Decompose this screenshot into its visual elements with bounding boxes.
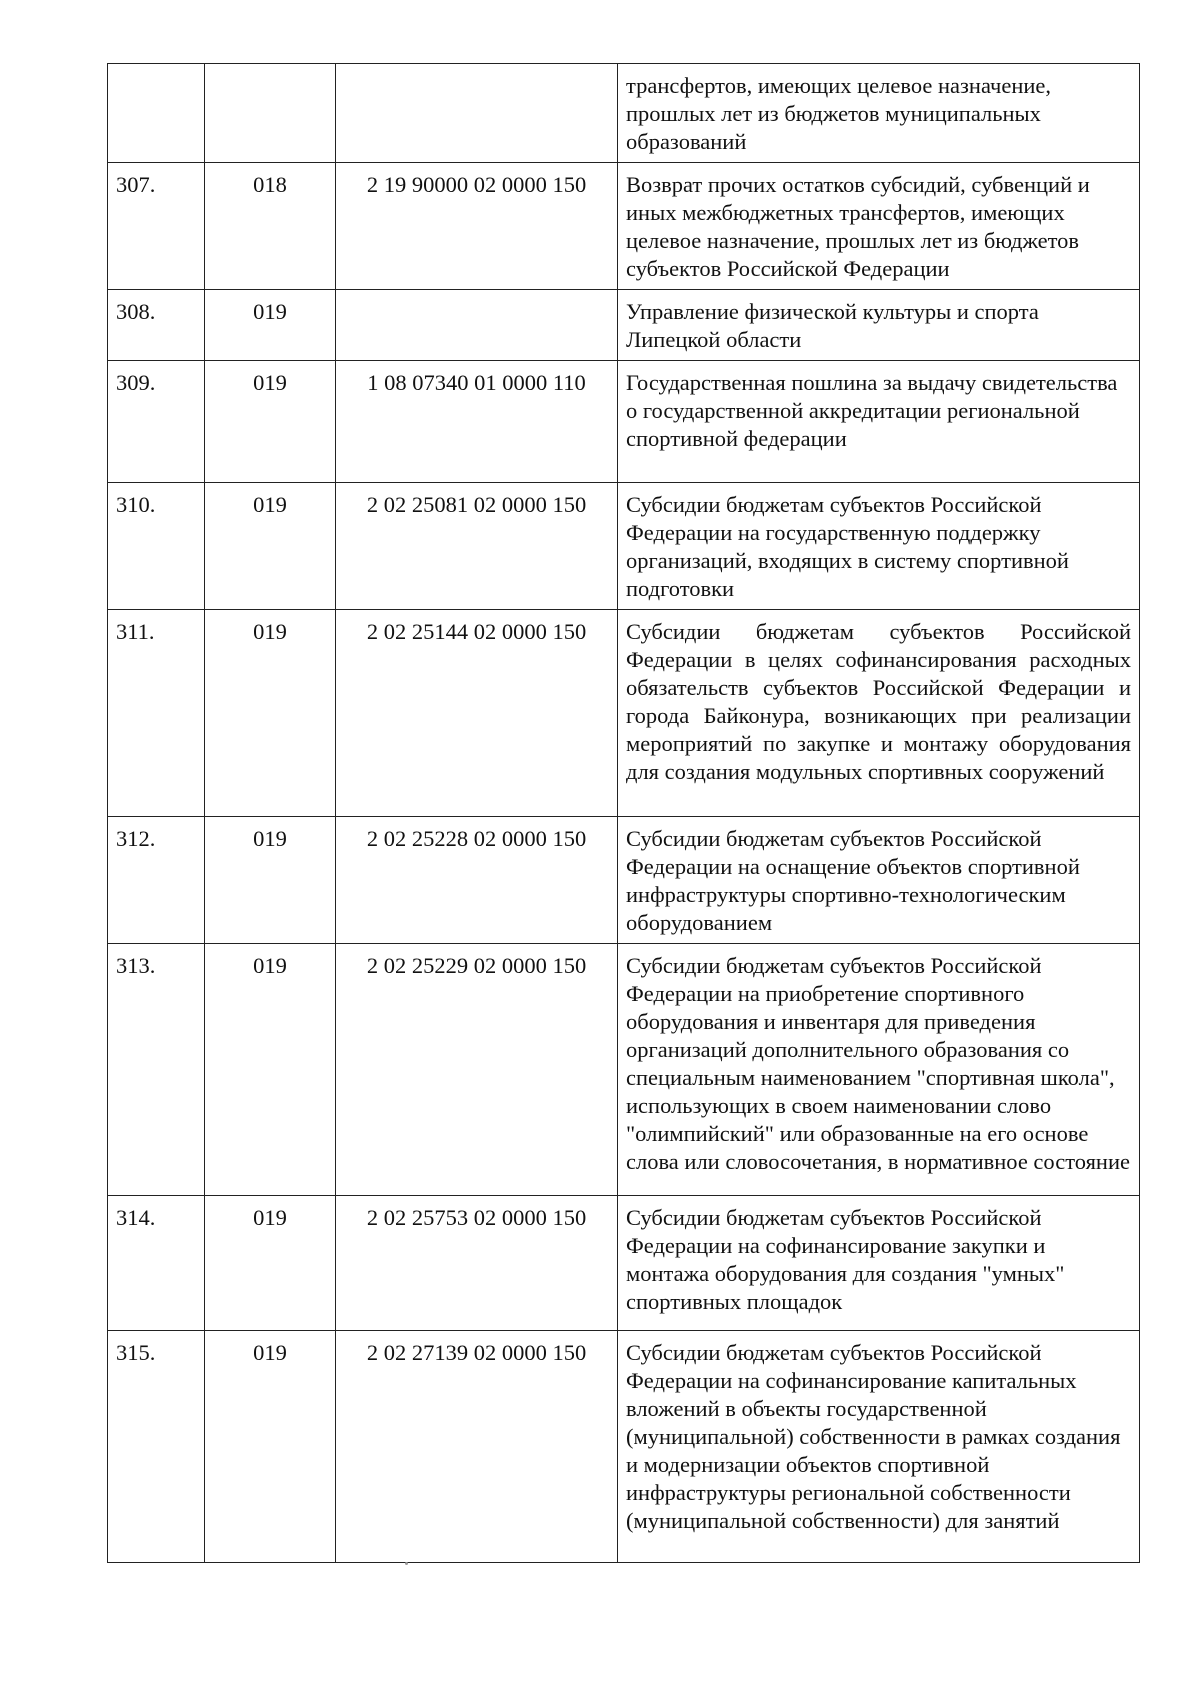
administrator-code: 019 [205,1331,336,1563]
administrator-code: 019 [205,944,336,1196]
revenue-name: Субсидии бюджетам субъектов Российской Федерации на софинансирование капитальных вложений в объекты государственной (муниципальной) собственности в рамках создания и модернизации объектов спортивной инфраструктуры региональной собственности (муниципальной собственности) для занятий [618,1331,1140,1563]
table-row [108,163,1140,290]
row-number: 312. [108,817,205,944]
revenue-name: Субсидии бюджетам субъектов Российской Федерации на государственную поддержку организаций, входящих в систему спортивной подготовки [618,483,1140,610]
budget-classification-code: 2 02 25228 02 0000 150 [336,817,618,944]
revenue-name: Управление физической культуры и спорта Липецкой области [618,290,1140,361]
budget-classification-code: 2 02 25144 02 0000 150 [336,610,618,817]
row-number: 311. [108,610,205,817]
administrator-code [205,64,336,163]
table-row [108,817,1140,944]
scan-speck [405,1562,408,1565]
revenue-name: трансфертов, имеющих целевое назначение, прошлых лет из бюджетов муниципальных образований [618,64,1140,163]
table-row [108,944,1140,1196]
budget-classification-code: 2 02 25753 02 0000 150 [336,1196,618,1331]
administrator-code: 018 [205,163,336,290]
budget-classification-code [336,64,618,163]
administrator-code: 019 [205,610,336,817]
budget-classification-code: 1 08 07340 01 0000 110 [336,361,618,483]
budget-classification-code: 2 02 25081 02 0000 150 [336,483,618,610]
table-row [108,1196,1140,1331]
administrator-code: 019 [205,361,336,483]
administrator-code: 019 [205,817,336,944]
revenue-name: Возврат прочих остатков субсидий, субвенций и иных межбюджетных трансфертов, имеющих целевое назначение, прошлых лет из бюджетов субъектов Российской Федерации [618,163,1140,290]
revenue-name: Субсидии бюджетам субъектов Российской Федерации на софинансирование закупки и монтажа оборудования для создания "умных" спортивных площадок [618,1196,1140,1331]
table-row [108,483,1140,610]
table-row [108,290,1140,361]
administrator-code: 019 [205,290,336,361]
table-row [108,610,1140,817]
revenue-name: Субсидии бюджетам субъектов Российской Федерации на оснащение объектов спортивной инфраструктуры спортивно-технологическим оборудованием [618,817,1140,944]
budget-classification-code: 2 02 25229 02 0000 150 [336,944,618,1196]
row-number: 309. [108,361,205,483]
administrator-code: 019 [205,483,336,610]
row-number: 307. [108,163,205,290]
revenue-name: Субсидии бюджетам субъектов Российской Федерации в целях софинансирования расходных обязательств субъектов Российской Федерации и города Байконура, возникающих при реализации мероприятий по закупке и монтажу оборудования для создания модульных спортивных сооружений [618,610,1140,817]
budget-classification-code: 2 02 27139 02 0000 150 [336,1331,618,1563]
row-number: 308. [108,290,205,361]
budget-revenue-table [107,63,1140,1563]
revenue-name: Государственная пошлина за выдачу свидетельства о государственной аккредитации региональной спортивной федерации [618,361,1140,483]
administrator-code: 019 [205,1196,336,1331]
row-number: 313. [108,944,205,1196]
revenue-name: Субсидии бюджетам субъектов Российской Федерации на приобретение спортивного оборудования и инвентаря для приведения организаций дополнительного образования со специальным наименованием "спортивная школа", использующих в своем наименовании слово "олимпийский" или образованные на его основе слова или словосочетания, в нормативное состояние [618,944,1140,1196]
row-number [108,64,205,163]
table-row [108,1331,1140,1563]
row-number: 310. [108,483,205,610]
table-row [108,64,1140,163]
budget-classification-code: 2 19 90000 02 0000 150 [336,163,618,290]
budget-classification-code [336,290,618,361]
table-row [108,361,1140,483]
row-number: 315. [108,1331,205,1563]
row-number: 314. [108,1196,205,1331]
